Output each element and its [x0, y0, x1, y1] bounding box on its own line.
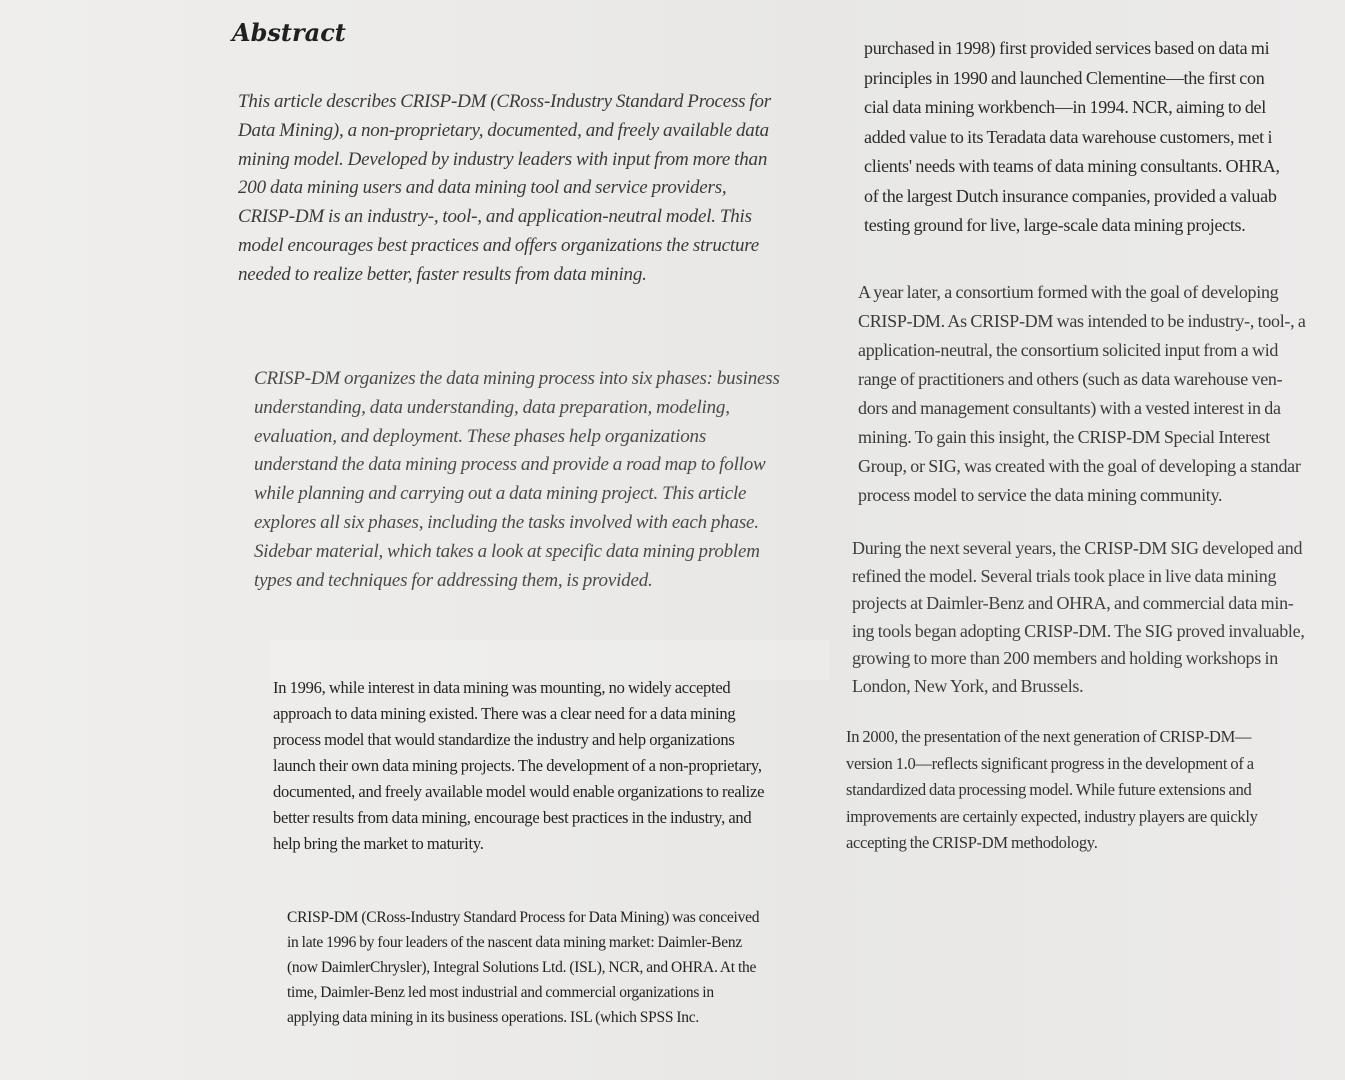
screen-glare [270, 640, 830, 680]
text-line: In 2000, the presentation of the next generation of CRISP-DM— [846, 727, 1252, 746]
text-line: accepting the CRISP-DM methodology. [846, 833, 1098, 852]
text-line: application-neutral, the consortium solicited input from a wid [858, 340, 1279, 360]
abstract-paragraph-2: CRISP-DM organizes the data mining process into six phases: business understanding, data understanding, data preparation, modeling, evaluation, and deployment. These phases help organizations understand the data mining process and provide a road map to follow while planning and carrying out a data mining project. This article explores all six phases, including the tasks involved with each phase. Sidebar material, which takes a look at specific data mining problem types and techniques for addressing them, is provided. [254, 368, 780, 591]
text-line: version 1.0—reflects significant progress in the development of a [846, 753, 1254, 773]
text-line: During the next several years, the CRISP-DM SIG developed and [852, 538, 1303, 558]
body-right-paragraph-2 [858, 278, 1345, 510]
text-line: purchased in 1998) first provided services based on data mi [864, 38, 1270, 58]
text-line: London, New York, and Brussels. [852, 675, 1084, 696]
text-line: testing ground for live, large-scale data mining projects. [864, 215, 1246, 235]
text-line: standardized data processing model. While future extensions and [846, 780, 1252, 799]
text-line: CRISP-DM. As CRISP-DM was intended to be industry-, tool-, a [858, 311, 1306, 331]
text-line: improvements are certainly expected, industry players are quickly [846, 806, 1258, 826]
text-line: cial data mining workbench—in 1994. NCR, aiming to del [864, 97, 1266, 117]
body-right-paragraph-1 [864, 34, 1345, 241]
body-right-paragraph-4 [846, 724, 1345, 857]
text-line: projects at Daimler-Benz and OHRA, and commercial data min- [852, 593, 1294, 613]
text-line: clients' needs with teams of data mining consultants. OHRA, [864, 156, 1280, 176]
body-left-paragraph-2: CRISP-DM (CRoss-Industry Standard Process for Data Mining) was conceived in late 1996 by four leaders of the nascent data mining market: Daimler-Benz (now DaimlerChrysler), Integral Solutions Ltd. (ISL), NCR, and OHRA. At the time, Daimler-Benz led most industrial and commercial organizations in applying data mining in its business operations. ISL (which SPSS Inc. [287, 909, 760, 1026]
body-right-paragraph-3 [852, 535, 1345, 700]
text-line: added value to its Teradata data warehouse customers, met i [864, 126, 1273, 147]
text-line: principles in 1990 and launched Clementine—the first con [864, 67, 1265, 88]
abstract-paragraph-1: This article describes CRISP-DM (CRoss-Industry Standard Process for Data Mining), a non-proprietary, documented, and freely available data mining model. Developed by industry leaders with input from more than 200 data mining users and data mining tool and service providers, CRISP-DM is an industry-, tool-, and application-neutral model. This model encourages best practices and offers organizations the structure needed to realize better, faster results from data mining. [238, 91, 771, 285]
text-line: range of practitioners and others (such as data warehouse ven- [858, 369, 1283, 389]
text-line: ing tools began adopting CRISP-DM. The SIG proved invaluable, [852, 620, 1305, 641]
text-line: of the largest Dutch insurance companies, provided a valuab [864, 185, 1277, 206]
text-line: A year later, a consortium formed with the goal of developing [858, 282, 1279, 302]
text-line: dors and management consultants) with a vested interest in da [858, 398, 1281, 418]
body-left-paragraph-1: In 1996, while interest in data mining was mounting, no widely accepted approach to data mining existed. There was a clear need for a data mining process model that would standardize the industry and help organizations launch their own data mining projects. The development of a non-proprietary, documented, and freely available model would enable organizations to realize better results from data mining, encourage best practices in the industry, and help bring the market to maturity. [273, 678, 765, 853]
abstract-heading: Abstract [232, 18, 346, 47]
text-line: process model to service the data mining community. [858, 485, 1223, 505]
text-line: growing to more than 200 members and holding workshops in [852, 648, 1278, 668]
text-line: mining. To gain this insight, the CRISP-DM Special Interest [858, 427, 1270, 447]
text-line: Group, or SIG, was created with the goal of developing a standar [858, 456, 1301, 476]
text-line: refined the model. Several trials took place in live data mining [852, 565, 1277, 586]
